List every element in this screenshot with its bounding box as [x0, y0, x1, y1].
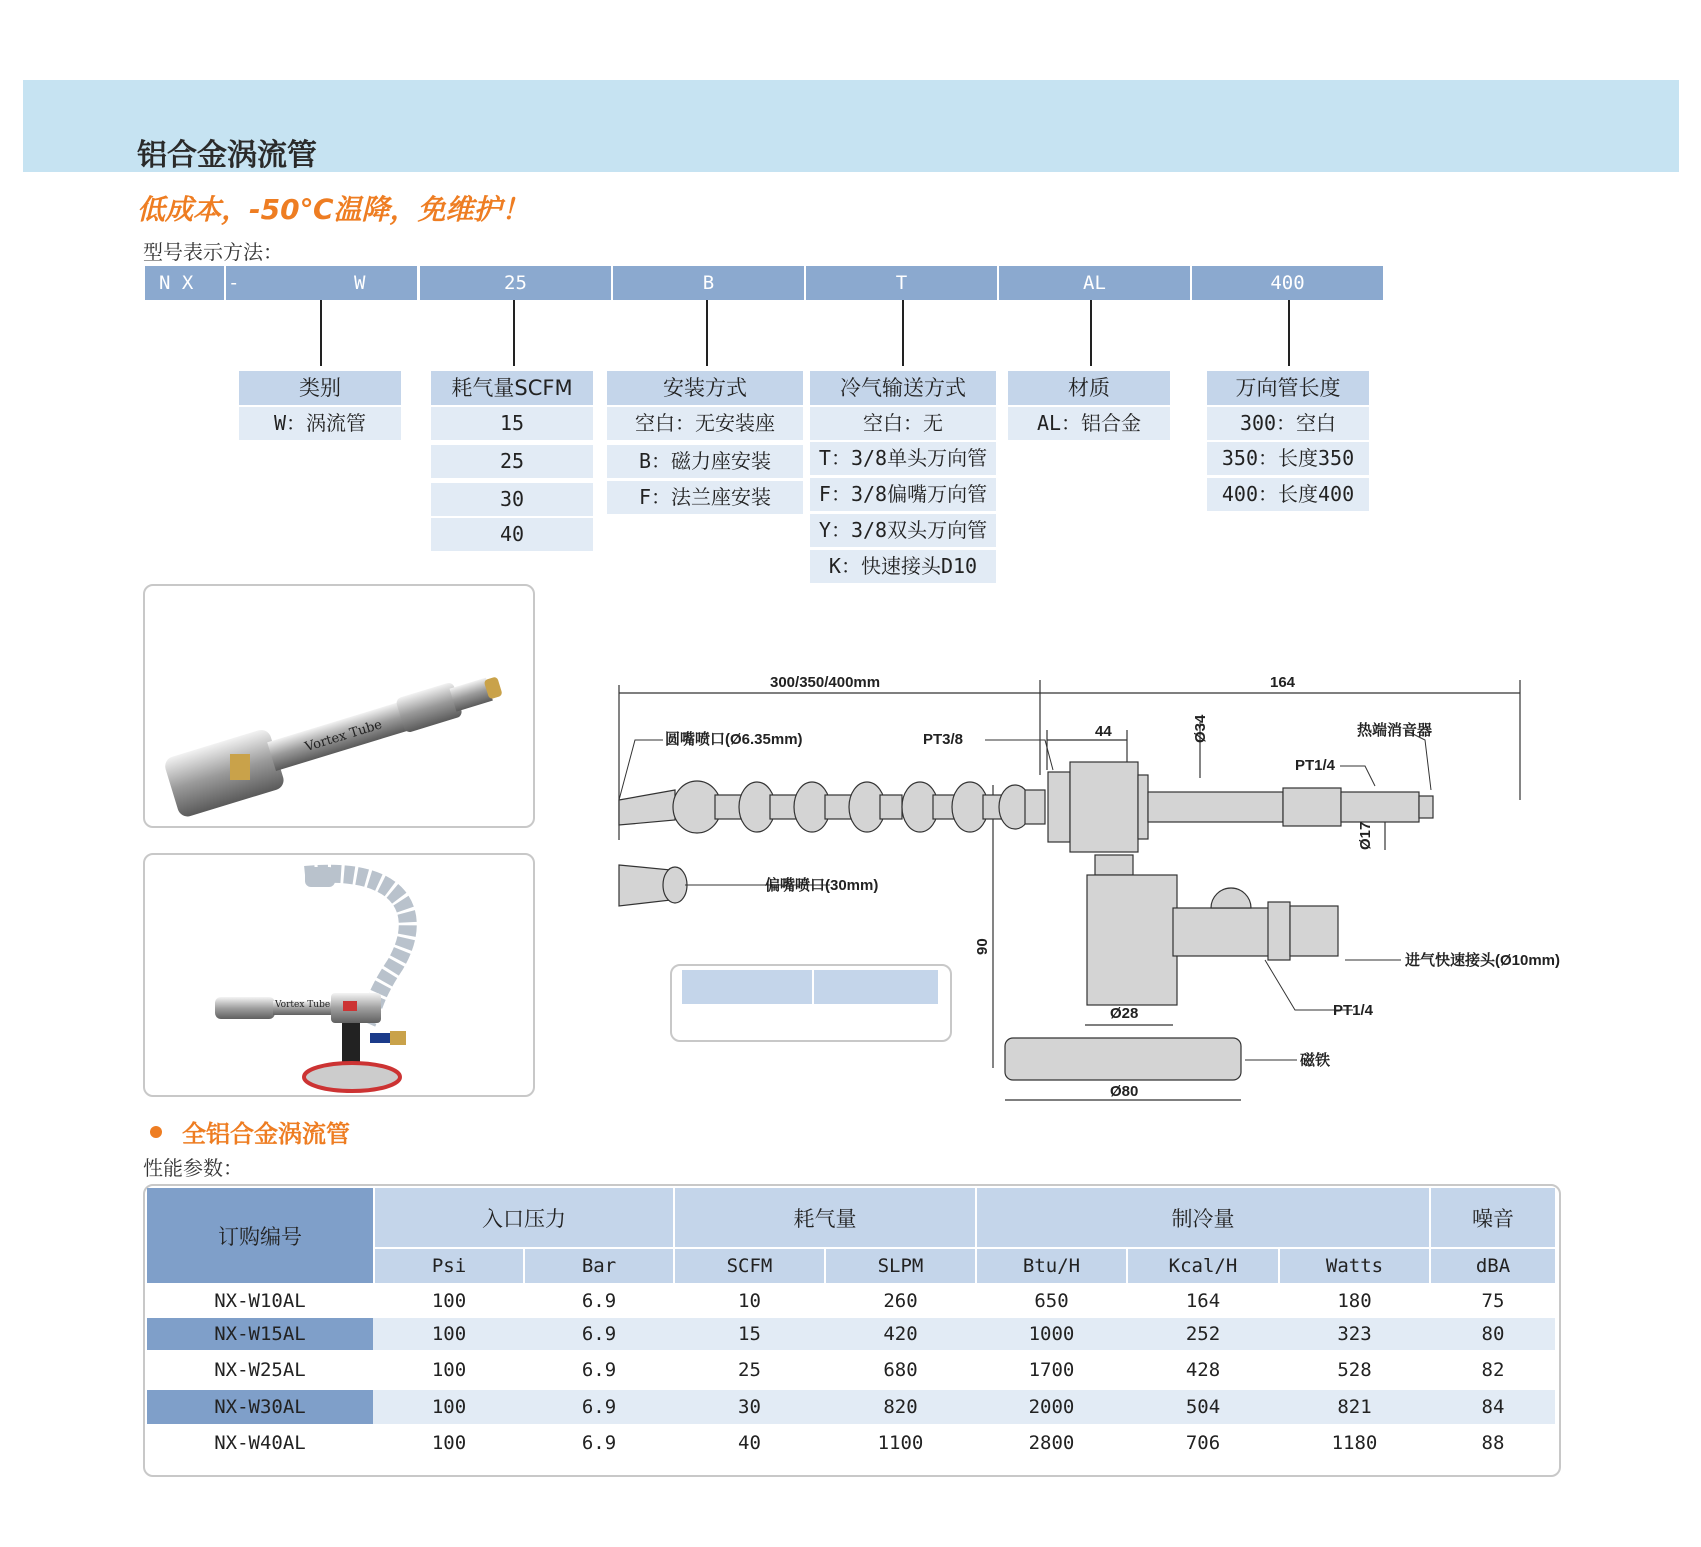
subheader-bar: Bar [525, 1249, 673, 1283]
code-segment-scfm: 25 [420, 266, 611, 300]
label-quick-inlet: 进气快速接头(Ø10mm) [1405, 952, 1561, 969]
table-cell-order-number: NX-W25AL [214, 1359, 306, 1381]
code-segment-delivery: T [806, 266, 997, 300]
table-cell: 650 [1034, 1290, 1069, 1312]
table-cell: 25 [738, 1359, 761, 1381]
label-flat-nozzle: 偏嘴喷口(30mm) [765, 877, 879, 894]
table-cell: 680 [883, 1359, 918, 1381]
table-cell: 706 [1185, 1432, 1221, 1454]
option-item: 300：空白 [1207, 407, 1369, 440]
table-cell: 1100 [877, 1432, 924, 1454]
table-cell: 100 [431, 1432, 467, 1454]
page-title: 铝合金涡流管 [137, 138, 317, 173]
subheader-psi: Psi [375, 1249, 523, 1283]
table-cell: 504 [1185, 1396, 1221, 1418]
dim-stand-dia: Ø28 [1110, 1005, 1139, 1022]
dim-body-dia: Ø34 [1192, 714, 1209, 743]
table-cell: 40 [738, 1432, 761, 1454]
dim-body-to-end: 164 [1270, 674, 1296, 691]
dim-height: 90 [974, 938, 991, 955]
option-item: 40 [431, 518, 593, 551]
option-item: W：涡流管 [239, 407, 401, 440]
option-item: Y：3/8双头万向管 [810, 514, 996, 547]
table-cell: 100 [431, 1290, 467, 1312]
dim-tube-dia: Ø17 [1357, 821, 1374, 850]
legend-cell [682, 970, 812, 1004]
dim-body-width: 44 [1095, 723, 1112, 740]
subheader-scfm: SCFM [675, 1249, 824, 1283]
option-item: F：3/8偏嘴万向管 [810, 478, 996, 511]
subheader-watts: Watts [1280, 1249, 1429, 1283]
table-cell: 323 [1337, 1323, 1372, 1345]
table-cell: 428 [1185, 1359, 1221, 1381]
header-noise: 噪音 [1431, 1188, 1555, 1247]
legend-cell [814, 970, 938, 1004]
label-pt14-top: PT1/4 [1295, 757, 1336, 774]
table-cell: 260 [883, 1290, 918, 1312]
code-segment-length: 400 [1192, 266, 1383, 300]
table-cell: 820 [883, 1396, 918, 1418]
table-cell: 6.9 [581, 1359, 617, 1381]
subheader-btuh: Btu/H [977, 1249, 1126, 1283]
table-cell: 100 [431, 1323, 467, 1345]
table-cell: 2800 [1028, 1432, 1075, 1454]
table-cell: 15 [738, 1323, 761, 1345]
table-cell: 100 [431, 1396, 467, 1418]
table-cell-order-number: NX-W30AL [214, 1396, 306, 1418]
option-item: 空白：无安装座 [607, 407, 803, 440]
connector-line [1090, 300, 1092, 366]
model-caption: 型号表示方法： [143, 240, 283, 264]
connector-line [513, 300, 515, 366]
option-item: 15 [431, 407, 593, 440]
table-cell: 6.9 [581, 1432, 617, 1454]
table-cell: 100 [431, 1359, 467, 1381]
option-item: 350：长度350 [1207, 442, 1369, 475]
option-item: 400：长度400 [1207, 478, 1369, 511]
connector-line [902, 300, 904, 366]
code-dash: - [228, 272, 240, 294]
section-title: 全铝合金涡流管 [182, 1120, 350, 1148]
table-cell: 84 [1481, 1396, 1505, 1418]
table-cell: 252 [1185, 1323, 1221, 1345]
connector-line [706, 300, 708, 366]
table-cell: 6.9 [581, 1396, 617, 1418]
table-cell: 6.9 [581, 1290, 617, 1312]
subheader-dba: dBA [1431, 1249, 1555, 1283]
label-hot-muffler: 热端消音器 [1357, 722, 1433, 739]
section-bullet [150, 1126, 162, 1138]
table-cell: 164 [1185, 1290, 1221, 1312]
code-segment-nx: N X [145, 266, 224, 300]
table-cell: 6.9 [581, 1323, 617, 1345]
table-cell-order-number: NX-W40AL [214, 1432, 306, 1454]
table-cell: 88 [1481, 1432, 1505, 1454]
code-segment-material: AL [999, 266, 1190, 300]
subheader-kcalh: Kcal/H [1128, 1249, 1278, 1283]
label-round-nozzle: 圆嘴喷口(Ø6.35mm) [665, 731, 803, 748]
code-segment-dash [226, 266, 417, 300]
legend-box [670, 964, 952, 1042]
option-item: B：磁力座安装 [607, 445, 803, 478]
table-cell: 420 [883, 1323, 918, 1345]
option-header: 冷气输送方式 [810, 371, 996, 405]
header-order-number: 订购编号 [147, 1188, 373, 1283]
header-cooling-capacity: 制冷量 [977, 1188, 1429, 1247]
table-cell: 30 [738, 1396, 761, 1418]
connector-line [320, 300, 322, 366]
table-cell: 821 [1337, 1396, 1372, 1418]
product-photo-magnetic-stand [143, 853, 535, 1097]
option-item: 空白：无 [810, 407, 996, 440]
option-header: 安装方式 [607, 371, 803, 405]
table-cell: 528 [1337, 1359, 1372, 1381]
option-item: 25 [431, 445, 593, 478]
table-cell: 1700 [1028, 1359, 1075, 1381]
table-cell-order-number: NX-W15AL [214, 1323, 306, 1345]
code-segment-mount: B [613, 266, 804, 300]
table-cell: 2000 [1028, 1396, 1075, 1418]
table-cell: 180 [1337, 1290, 1372, 1312]
table-cell: 10 [738, 1290, 761, 1312]
dim-hose-length: 300/350/400mm [770, 674, 881, 691]
table-cell: 1180 [1331, 1432, 1378, 1454]
option-header: 耗气量SCFM [431, 371, 593, 405]
header-inlet-pressure: 入口压力 [375, 1188, 673, 1247]
product-photo-vortex-tube [143, 584, 535, 828]
connector-line [1288, 300, 1290, 366]
option-item: F：法兰座安装 [607, 481, 803, 514]
option-item: AL：铝合金 [1008, 407, 1170, 440]
option-item: T：3/8单头万向管 [810, 442, 996, 475]
label-magnet: 磁铁 [1300, 1052, 1331, 1069]
table-cell: 80 [1481, 1323, 1505, 1345]
option-header: 万向管长度 [1207, 371, 1369, 405]
option-header: 材质 [1008, 371, 1170, 405]
option-item: 30 [431, 483, 593, 516]
technical-drawing [605, 660, 1595, 1115]
subheader-slpm: SLPM [826, 1249, 975, 1283]
table-cell: 82 [1481, 1359, 1505, 1381]
performance-caption: 性能参数： [143, 1156, 243, 1180]
label-pt38: PT3/8 [923, 731, 964, 748]
option-header: 类别 [239, 371, 401, 405]
dim-base-dia: Ø80 [1110, 1083, 1139, 1100]
table-cell: 1000 [1028, 1323, 1075, 1345]
slogan: 低成本，-50℃温降，免维护！ [137, 193, 530, 226]
code-segment-w: W [354, 272, 366, 294]
header-air-consumption: 耗气量 [675, 1188, 975, 1247]
label-pt14-bottom: PT1/4 [1333, 1002, 1374, 1019]
photo-label: Vortex Tube [275, 1000, 331, 1010]
table-cell: 75 [1481, 1290, 1505, 1312]
table-cell-order-number: NX-W10AL [214, 1290, 306, 1312]
photo-label: Vortex Tube [303, 717, 384, 756]
option-item: K：快速接头D10 [810, 550, 996, 583]
